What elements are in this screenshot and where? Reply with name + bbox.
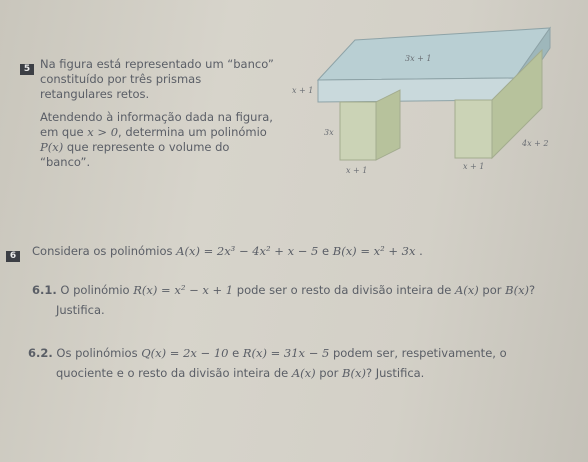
q61-por: por bbox=[478, 283, 506, 297]
q62-line-1 bbox=[28, 346, 507, 361]
ex5-line-5 bbox=[40, 125, 267, 140]
q61-b: B(x) bbox=[505, 283, 530, 297]
ex5-line-5-pre: em que bbox=[40, 125, 88, 139]
left-leg-side bbox=[376, 90, 400, 160]
ex6-and: e bbox=[318, 244, 333, 258]
exercise-6-number: 6 bbox=[6, 251, 20, 262]
label-right-leg-width: x + 1 bbox=[463, 162, 485, 171]
exercise-5-number: 5 bbox=[20, 64, 34, 75]
ex5-line-5-post: , determina um polinómio bbox=[118, 125, 267, 139]
bench-drawing bbox=[300, 10, 560, 175]
ex5-line-7: “banco”. bbox=[40, 155, 91, 169]
q62-pre: Os polinómios bbox=[56, 346, 142, 360]
ex5-line-3: retangulares retos. bbox=[40, 87, 150, 101]
ex6-intro: Considera os polinómios bbox=[32, 244, 177, 258]
slab-top-face bbox=[318, 28, 550, 80]
ex5-line-1: Na figura está representado um “banco” bbox=[40, 57, 274, 71]
right-leg-front bbox=[455, 100, 492, 158]
q62-b: B(x) bbox=[342, 366, 366, 380]
q62-a: A(x) bbox=[291, 366, 316, 380]
q62-e: e bbox=[228, 346, 243, 360]
q61-label: 6.1. bbox=[32, 283, 57, 297]
q62-line-2-pre: quociente e o resto da divisão inteira de bbox=[56, 366, 292, 380]
polynomial-a: A(x) = 2x³ − 4x² + x − 5 bbox=[176, 244, 319, 258]
q62-end: ? Justifica. bbox=[365, 366, 425, 380]
ex6-end: . bbox=[415, 244, 423, 258]
label-top-height: x + 1 bbox=[292, 86, 314, 95]
q61-pre: O polinómio bbox=[60, 283, 134, 297]
q61-justify: Justifica. bbox=[56, 303, 105, 317]
label-left-leg-width: x + 1 bbox=[346, 166, 368, 175]
ex6-intro-line bbox=[32, 244, 423, 259]
ex5-line-6 bbox=[40, 140, 229, 155]
q61-remainder: R(x) = x² − x + 1 bbox=[133, 283, 234, 297]
label-left-leg-height: 3x bbox=[324, 128, 334, 137]
ex5-line-2: constituído por três prismas bbox=[40, 72, 202, 86]
q62-remainder: R(x) = 31x − 5 bbox=[242, 346, 330, 360]
slab-front-face bbox=[318, 78, 515, 102]
left-leg-front bbox=[340, 102, 376, 160]
q61-line-1 bbox=[32, 283, 535, 298]
polynomial-b: B(x) = x² + 3x bbox=[332, 244, 416, 258]
q62-label: 6.2. bbox=[28, 346, 53, 360]
q61-mid: pode ser o resto da divisão inteira de bbox=[233, 283, 455, 297]
q62-por: por bbox=[315, 366, 343, 380]
q62-post: podem ser, respetivamente, o bbox=[329, 346, 507, 360]
label-right-leg-depth: 4x + 2 bbox=[522, 139, 549, 148]
ex5-line-6-post: que represente o volume do bbox=[63, 140, 230, 154]
q62-quotient: Q(x) = 2x − 10 bbox=[141, 346, 229, 360]
ex5-line-4: Atendendo à informação dada na figura, bbox=[40, 110, 273, 124]
q62-line-2 bbox=[56, 366, 424, 381]
bench-figure bbox=[292, 10, 560, 179]
label-top-width: 3x + 1 bbox=[405, 54, 432, 63]
ex5-polynomial-p: P(x) bbox=[40, 140, 64, 154]
ex5-condition: x > 0 bbox=[87, 125, 119, 139]
q61-question: ? bbox=[529, 283, 536, 297]
q61-a: A(x) bbox=[454, 283, 479, 297]
